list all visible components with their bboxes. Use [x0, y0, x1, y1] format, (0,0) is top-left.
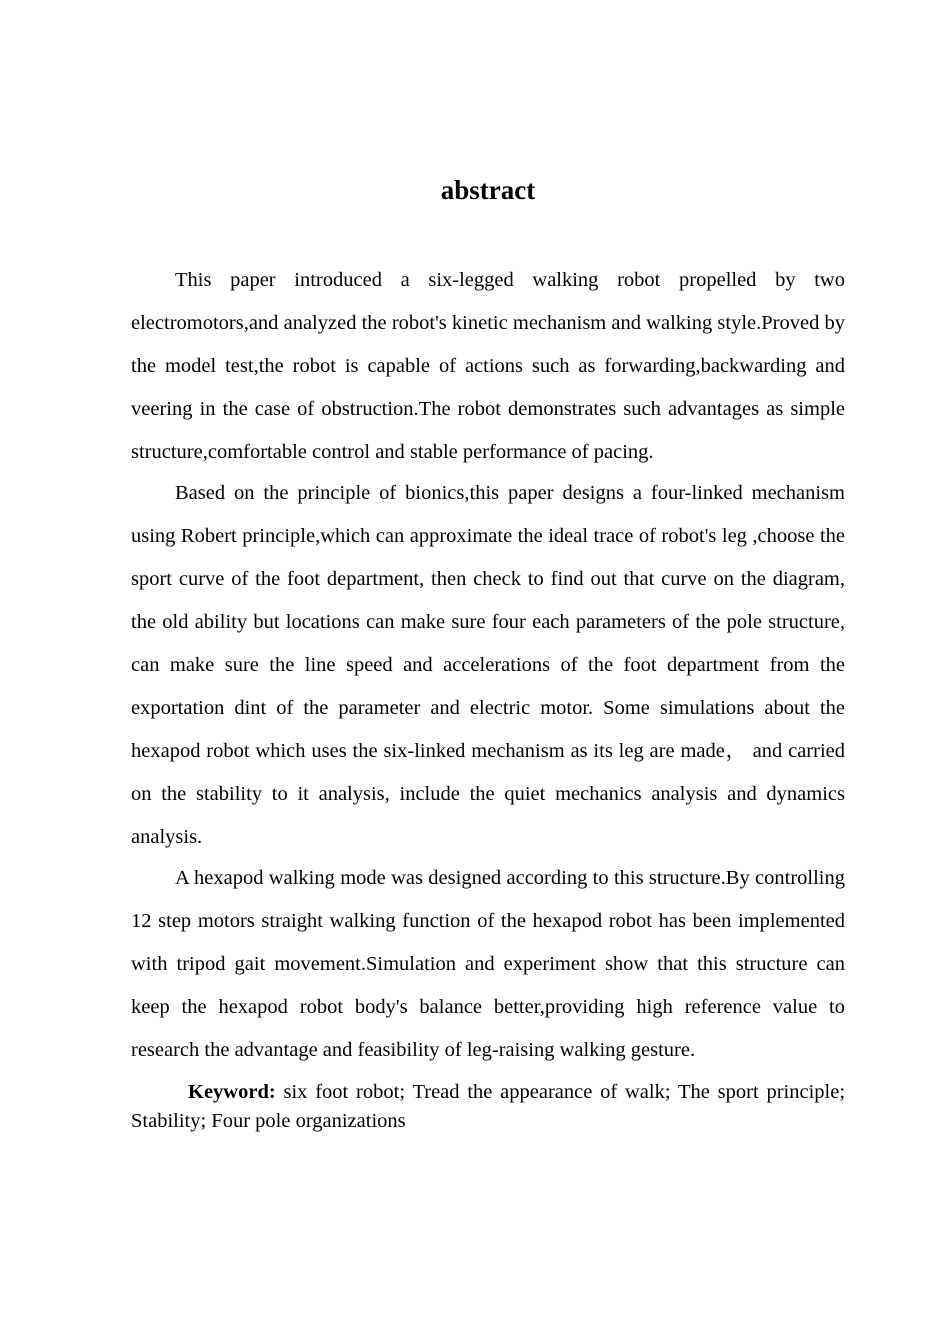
keywords-line — [131, 1078, 845, 1136]
keywords-label: Keyword: — [188, 1081, 276, 1103]
abstract-paragraph-1: This paper introduced a six-legged walking robot propelled by two electromotors,and analyzed the robot's kinetic mechanism and walking style.Proved by the model test,the robot is capable of actions such as forwarding,backwarding and veering in the case of obstruction.The robot demonstrates such advantages as simple structure,comfortable control and stable performance of pacing. — [131, 269, 845, 463]
abstract-title: abstract — [440, 175, 536, 205]
abstract-paragraph-3: A hexapod walking mode was designed according to this structure.By controlling 12 step motors straight walking function of the hexapod robot has been implemented with tripod gait movement.Simulation and experiment show that this structure can keep the hexapod robot body's balance better,providing high reference value to research the advantage and feasibility of leg-raising walking gesture. — [131, 867, 845, 1061]
abstract-paragraph-2: Based on the principle of bionics,this paper designs a four-linked mechanism using Robert principle,which can approximate the ideal trace of robot's leg ,choose the sport curve of the foot department, then check to find out that curve on the diagram, the old ability but locations can make sure four each parameters of the pole structure, can make sure the line speed and accelerations of the foot department from the exportation dint of the parameter and electric motor. Some simulations about the hexapod robot which uses the six-linked mechanism as its leg are made， and carried on the stability to it analysis, include the quiet mechanics analysis and dynamics analysis. — [131, 482, 845, 848]
abstract-body — [131, 259, 845, 1136]
keywords-text: six foot robot; Tread the appearance of walk; The sport principle; Stability; Four pole organizations — [131, 1081, 846, 1132]
